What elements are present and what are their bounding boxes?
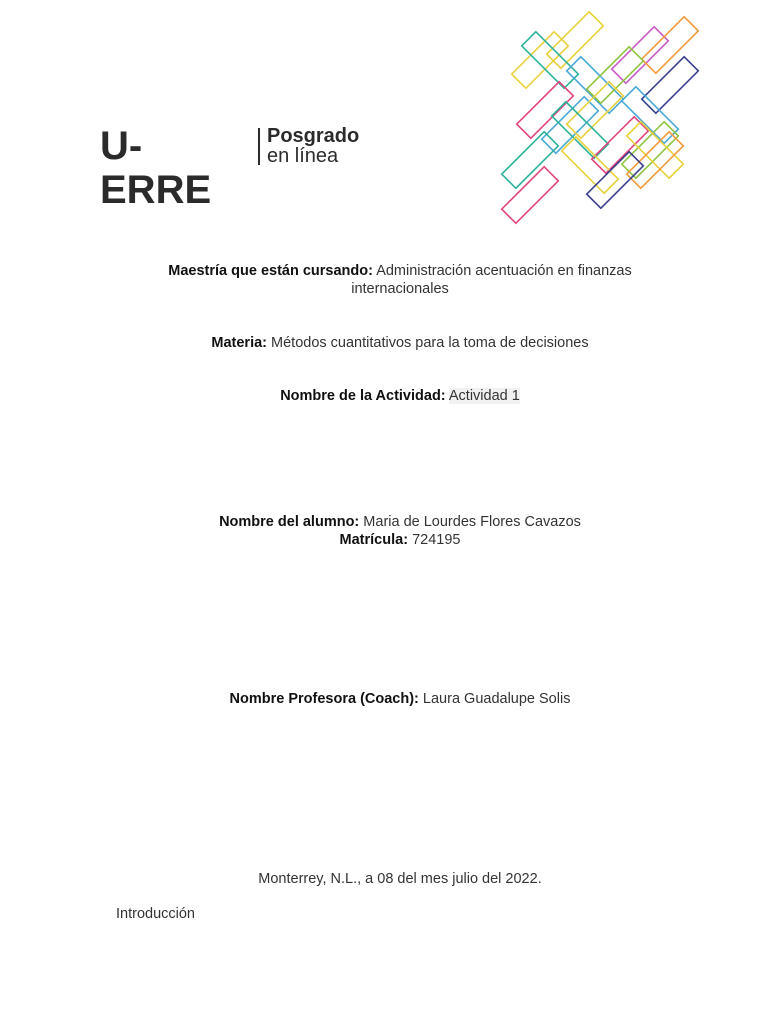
materia-label: Materia: [211,335,267,351]
profesora-value: Laura Guadalupe Solis [422,691,571,707]
profesora-line [100,690,700,708]
logo-en-linea: en línea [267,145,339,167]
alumno-label: Nombre del alumno: [219,514,360,530]
fecha-line: Monterrey, N.L., a 08 del mes julio del 2022. [258,871,542,887]
pattern-rect [642,17,699,74]
profesora-label: Nombre Profesora (Coach): [229,691,419,707]
maestria-label: Maestría que están cursando: [168,263,373,279]
materia-line [100,334,700,352]
maestria-line-2 [100,280,700,298]
maestria-value-cont: internacionales [351,281,449,297]
matricula-label: Matrícula: [339,532,409,548]
alumno-line [100,513,700,531]
pattern-rect [562,137,619,194]
logo-wordmark: U-ERRE [100,124,212,212]
decorative-pattern-graphic [490,10,710,225]
maestria-line [100,262,700,280]
pattern-rect [642,57,699,114]
logo-divider [258,128,260,165]
matricula-value: 724195 [412,532,461,548]
alumno-value: Maria de Lourdes Flores Cavazos [363,514,581,530]
logo-posgrado: Posgrado [267,125,360,147]
actividad-line [100,387,700,405]
introduccion-heading: Introducción [116,906,195,922]
actividad-value: Actividad 1 [448,388,520,404]
materia-value: Métodos cuantitativos para la toma de decisiones [271,335,589,351]
actividad-label: Nombre de la Actividad: [280,388,446,404]
pattern-rectangles [502,12,699,224]
maestria-value: Administración acentuación en finanzas [376,263,632,279]
matricula-line [100,531,700,549]
pattern-rect [587,152,644,209]
